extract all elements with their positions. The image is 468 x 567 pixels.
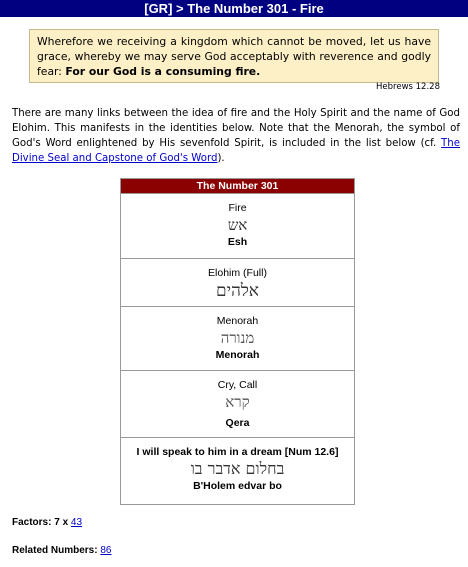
- scripture-quote-box: [29, 29, 439, 83]
- factors-line: [12, 517, 82, 528]
- factors-label: Factors: 7 x: [12, 517, 71, 528]
- table-row: [121, 306, 354, 370]
- table-row: [121, 370, 354, 437]
- row-transliteration: Esh: [227, 236, 248, 248]
- row-transliteration: Menorah: [215, 349, 260, 361]
- row-english: Fire: [228, 202, 247, 214]
- row-hebrew: אלהים: [216, 281, 259, 301]
- row-transliteration: Qera: [225, 417, 250, 429]
- table-row: [121, 437, 354, 504]
- quote-reference: Hebrews 12.28: [376, 82, 440, 92]
- page-title: [GR] > The Number 301 - Fire: [0, 0, 468, 17]
- row-hebrew: בחלום אדבר בו: [190, 459, 285, 478]
- related-numbers-line: [12, 545, 111, 556]
- quote-emphasis: For our God is a consuming fire.: [65, 65, 261, 78]
- table-row: [121, 193, 354, 258]
- row-english: Cry, Call: [217, 379, 258, 391]
- row-english: Elohim (Full): [208, 267, 267, 279]
- row-english: I will speak to him in a dream [Num 12.6]: [136, 446, 339, 458]
- row-hebrew: אש: [227, 216, 248, 234]
- quote-text: Wherefore we receiving a kingdom which cannot be moved, let us have grace, whereby we may serve God acceptably with reverence and godly fear:: [37, 35, 431, 78]
- row-hebrew: קרא: [225, 393, 250, 411]
- related-86-link[interactable]: 86: [100, 545, 112, 556]
- divine-seal-link[interactable]: The Divine Seal and Capstone of God's Word: [12, 138, 460, 164]
- related-label: Related Numbers:: [12, 545, 101, 556]
- intro-text: There are many links between the idea of fire and the Holy Spirit and the name of God Elohim. This manifests in the identities below. Note that the Menorah, the symbol of God's Word enlightened by His sevenfold Spirit, is included in the list below (cf.: [12, 108, 460, 149]
- row-english: Menorah: [216, 315, 259, 327]
- row-transliteration: B'Holem edvar bo: [193, 480, 282, 492]
- number-table: [120, 178, 355, 505]
- table-row: [121, 258, 354, 306]
- row-hebrew: מנורה: [220, 329, 255, 347]
- table-header: The Number 301: [121, 179, 354, 193]
- intro-end: ).: [217, 153, 225, 164]
- intro-paragraph: [12, 106, 460, 166]
- factor-43-link[interactable]: 43: [70, 517, 83, 528]
